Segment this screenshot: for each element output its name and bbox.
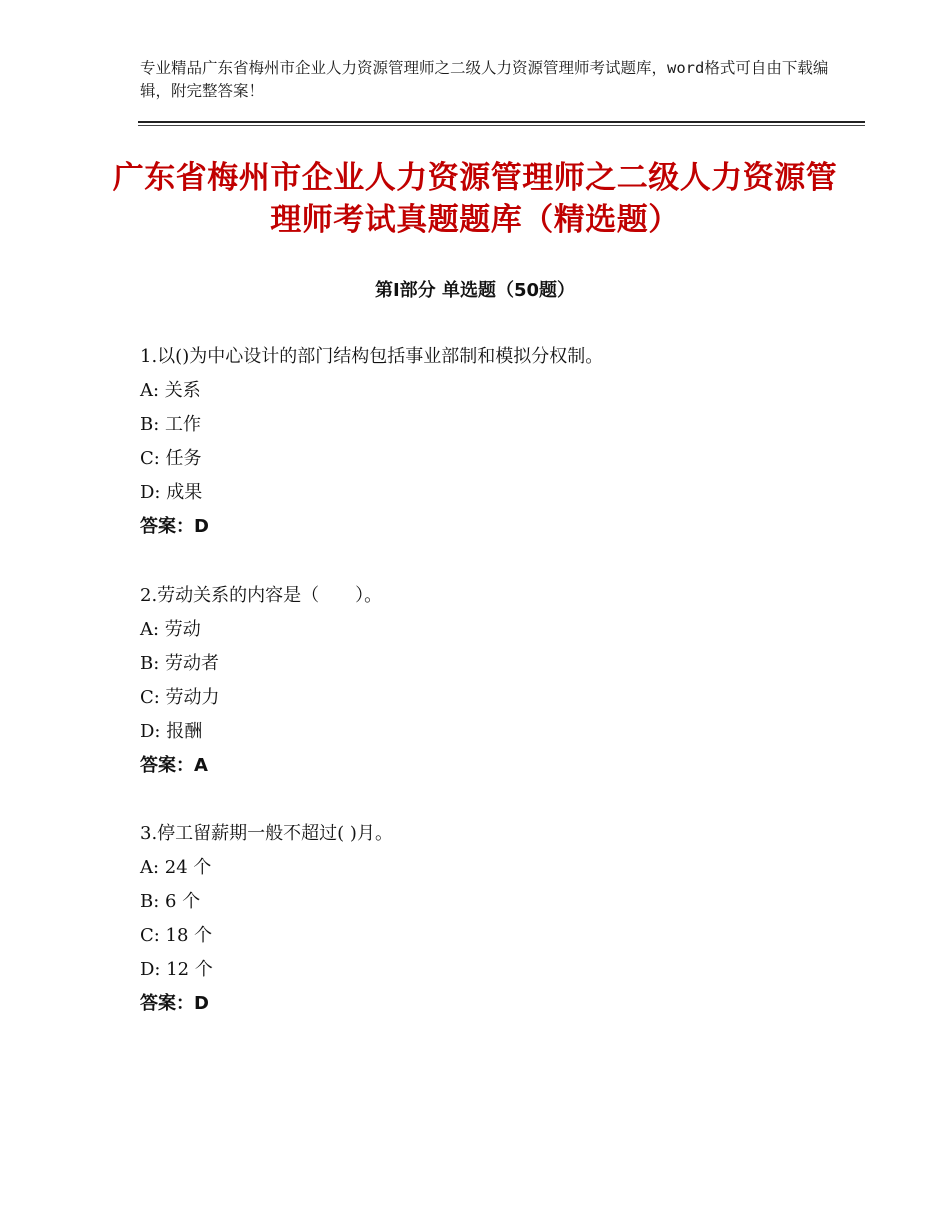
header-rule-thick bbox=[138, 121, 865, 123]
header-note: 专业精品广东省梅州市企业人力资源管理师之二级人力资源管理师考试题库，word格式可自由下载编辑，附完整答案！ bbox=[140, 59, 829, 100]
option-d: D: 成果 bbox=[140, 482, 203, 503]
question-stem: 1.以()为中心设计的部门结构包括事业部制和模拟分权制。 bbox=[140, 346, 604, 367]
question-1 bbox=[140, 340, 860, 544]
option-a: A: 劳动 bbox=[140, 619, 201, 640]
option-d: D: 12 个 bbox=[140, 959, 213, 980]
question-2 bbox=[140, 579, 860, 783]
option-a: A: 24 个 bbox=[140, 857, 212, 878]
answer: 答案：D bbox=[140, 993, 209, 1014]
section-heading: 第Ⅰ部分 单选题（50题） bbox=[374, 280, 575, 301]
option-a: A: 关系 bbox=[140, 380, 201, 401]
question-stem: 3.停工留薪期一般不超过( )月。 bbox=[140, 823, 393, 844]
document-title: 广东省梅州市企业人力资源管理师之二级人力资源管理师考试真题题库（精选题） bbox=[112, 160, 838, 238]
option-b: B: 工作 bbox=[140, 414, 202, 435]
option-b: B: 6 个 bbox=[140, 891, 201, 912]
answer: 答案：D bbox=[140, 516, 209, 537]
option-b: B: 劳动者 bbox=[140, 653, 220, 674]
header-rule-thin bbox=[138, 125, 865, 126]
question-3 bbox=[140, 817, 860, 1021]
option-d: D: 报酬 bbox=[140, 721, 203, 742]
option-c: C: 劳动力 bbox=[140, 687, 220, 708]
option-c: C: 18 个 bbox=[140, 925, 213, 946]
answer: 答案：A bbox=[140, 755, 208, 776]
option-c: C: 任务 bbox=[140, 448, 202, 469]
question-stem: 2.劳动关系的内容是（ ）。 bbox=[140, 585, 383, 606]
